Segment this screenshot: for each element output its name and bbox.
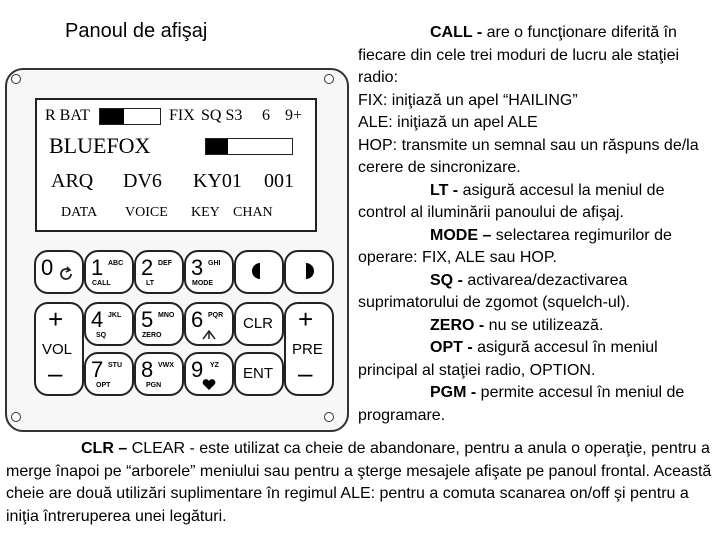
key-9-digit: 9 bbox=[191, 357, 204, 382]
key-3-mode[interactable] bbox=[184, 250, 234, 294]
key-5-zero[interactable] bbox=[134, 302, 184, 346]
pgm-term: PGM - bbox=[430, 384, 477, 401]
key-6[interactable] bbox=[184, 302, 234, 346]
right-half-circle-icon bbox=[298, 261, 318, 281]
opt-desc: asigură accesul în meniul principal al staţiei radio, OPTION. bbox=[358, 339, 658, 379]
key-7-letters: STU bbox=[108, 362, 122, 369]
key-1-function: CALL bbox=[92, 280, 111, 287]
vol-minus: – bbox=[48, 358, 63, 388]
key-5-letters: MNO bbox=[158, 312, 175, 319]
rbat-level-bar bbox=[99, 108, 161, 125]
lcd-chan-label: CHAN bbox=[233, 205, 273, 220]
lcd-fix-label: FIX bbox=[169, 107, 195, 124]
key-descriptions bbox=[358, 22, 710, 427]
refresh-icon bbox=[58, 266, 74, 282]
key-4-letters: JKL bbox=[108, 312, 122, 319]
key-left[interactable] bbox=[234, 250, 284, 294]
antenna-icon bbox=[202, 330, 216, 340]
call-term: CALL - bbox=[430, 24, 483, 41]
key-5-digit: 5 bbox=[141, 307, 154, 332]
fix-line: FIX: iniţiază un apel “HAILING” bbox=[358, 91, 578, 109]
clr-key[interactable] bbox=[234, 302, 284, 346]
pre-minus: – bbox=[298, 358, 313, 388]
lcd-sq-label: SQ S3 bbox=[201, 107, 243, 124]
ent-key-label: ENT bbox=[243, 365, 273, 382]
lcd-001-label: 001 bbox=[264, 170, 294, 192]
key-9-letters: YZ bbox=[210, 362, 219, 369]
key-2-digit: 2 bbox=[141, 255, 154, 280]
key-4-function: SQ bbox=[96, 332, 107, 339]
lcd-data-label: DATA bbox=[61, 205, 98, 220]
key-8-letters: VWX bbox=[158, 362, 174, 369]
lcd-key-label: KEY bbox=[191, 205, 220, 220]
lcd-6-label: 6 bbox=[262, 107, 270, 124]
lcd-bluefox-label: BLUEFOX bbox=[49, 133, 151, 158]
lt-term: LT - bbox=[430, 181, 459, 199]
clr-desc: CLEAR - este utilizat ca cheie de abandonare, pentru a anula o operaţie, pentru a merge înapoi pe “arborele” meniului sau pentru a şterge mesajele afişate pe panoul frontal. Această cheie are două utilizări suplimentare în regimul ALE: pentru a comuta scanarea on/off şi pentru a iniţia întreruperea unei legături. bbox=[6, 440, 712, 525]
ale-line: ALE: iniţiază un apel ALE bbox=[358, 114, 538, 131]
vol-plus: + bbox=[48, 304, 64, 334]
vol-label: VOL bbox=[42, 341, 73, 358]
signal-level-fill bbox=[206, 139, 228, 154]
lcd-voice-label: VOICE bbox=[125, 205, 168, 220]
key-3-digit: 3 bbox=[191, 255, 204, 280]
key-9[interactable] bbox=[184, 352, 234, 396]
screw-icon bbox=[11, 412, 21, 422]
lcd-display bbox=[35, 98, 317, 232]
zero-description bbox=[358, 315, 710, 338]
key-7-digit: 7 bbox=[91, 357, 104, 382]
key-8-pgm[interactable] bbox=[134, 352, 184, 396]
key-5-function: ZERO bbox=[142, 332, 162, 339]
lcd-arq-label: ARQ bbox=[51, 170, 94, 192]
zero-desc: nu se utilizează. bbox=[484, 316, 604, 334]
mode-description bbox=[358, 225, 710, 270]
rbat-level-fill bbox=[100, 109, 124, 124]
sq-term: SQ - bbox=[430, 271, 463, 289]
opt-description bbox=[358, 337, 710, 382]
hop-line: HOP: transmite un semnal sau un răspuns de/la cerere de sincronizare. bbox=[358, 136, 699, 176]
key-right[interactable] bbox=[284, 250, 334, 294]
screw-icon bbox=[11, 74, 21, 84]
lcd-rbat-label: R BAT bbox=[45, 107, 90, 124]
key-0-digit: 0 bbox=[41, 255, 54, 280]
key-7-function: OPT bbox=[96, 382, 111, 389]
heart-icon bbox=[202, 379, 216, 391]
key-2-lt[interactable] bbox=[134, 250, 184, 294]
page-title: Panoul de afişaj bbox=[65, 20, 208, 42]
clr-term: CLR – bbox=[81, 440, 128, 457]
key-8-digit: 8 bbox=[141, 357, 154, 382]
key-6-digit: 6 bbox=[191, 307, 204, 332]
key-7-opt[interactable] bbox=[84, 352, 134, 396]
lcd-dv6-label: DV6 bbox=[123, 170, 162, 192]
ent-key[interactable] bbox=[234, 352, 284, 396]
key-0[interactable] bbox=[34, 250, 84, 294]
zero-term: ZERO - bbox=[430, 316, 485, 334]
clr-description bbox=[6, 438, 712, 528]
left-half-circle-icon bbox=[248, 261, 268, 281]
pre-rocker[interactable] bbox=[284, 302, 334, 396]
key-4-sq[interactable] bbox=[84, 302, 134, 346]
key-8-function: PGN bbox=[146, 382, 162, 389]
sq-desc: activarea/dezactivarea suprimatorului de zgomot (squelch-ul). bbox=[358, 271, 631, 311]
call-description bbox=[358, 22, 710, 90]
key-1-letters: ABC bbox=[108, 260, 124, 267]
lcd-9plus-label: 9+ bbox=[285, 107, 303, 124]
opt-term: OPT - bbox=[430, 339, 473, 356]
lt-desc: asigură accesul la meniul de control al iluminării panoului de afişaj. bbox=[358, 181, 665, 221]
key-2-letters: DEF bbox=[158, 260, 172, 267]
lt-description bbox=[358, 180, 710, 225]
key-1-call[interactable] bbox=[84, 250, 134, 294]
pre-label: PRE bbox=[292, 341, 323, 358]
key-1-digit: 1 bbox=[91, 255, 104, 280]
clr-key-label: CLR bbox=[243, 315, 274, 332]
key-3-function: MODE bbox=[192, 280, 213, 287]
lcd-ky01-label: KY01 bbox=[193, 170, 242, 192]
pgm-desc: permite accesul în meniul de programare. bbox=[358, 384, 685, 424]
key-2-function: LT bbox=[146, 280, 155, 287]
call-desc: are o funcţionare diferită în fiecare din cele trei moduri de lucru ale staţiei radio: bbox=[358, 24, 680, 86]
screw-icon bbox=[324, 74, 334, 84]
signal-level-bar bbox=[205, 138, 293, 155]
screw-icon bbox=[324, 412, 334, 422]
key-3-letters: GHI bbox=[208, 260, 221, 267]
key-6-letters: PQR bbox=[208, 312, 224, 319]
pre-plus: + bbox=[298, 304, 314, 334]
vol-rocker[interactable] bbox=[34, 302, 84, 396]
key-4-digit: 4 bbox=[91, 307, 104, 332]
sq-description bbox=[358, 270, 710, 315]
pgm-description bbox=[358, 382, 710, 427]
mode-term: MODE – bbox=[430, 226, 492, 244]
mode-desc: selectarea regimurilor de operare: FIX, ALE sau HOP. bbox=[358, 226, 672, 266]
